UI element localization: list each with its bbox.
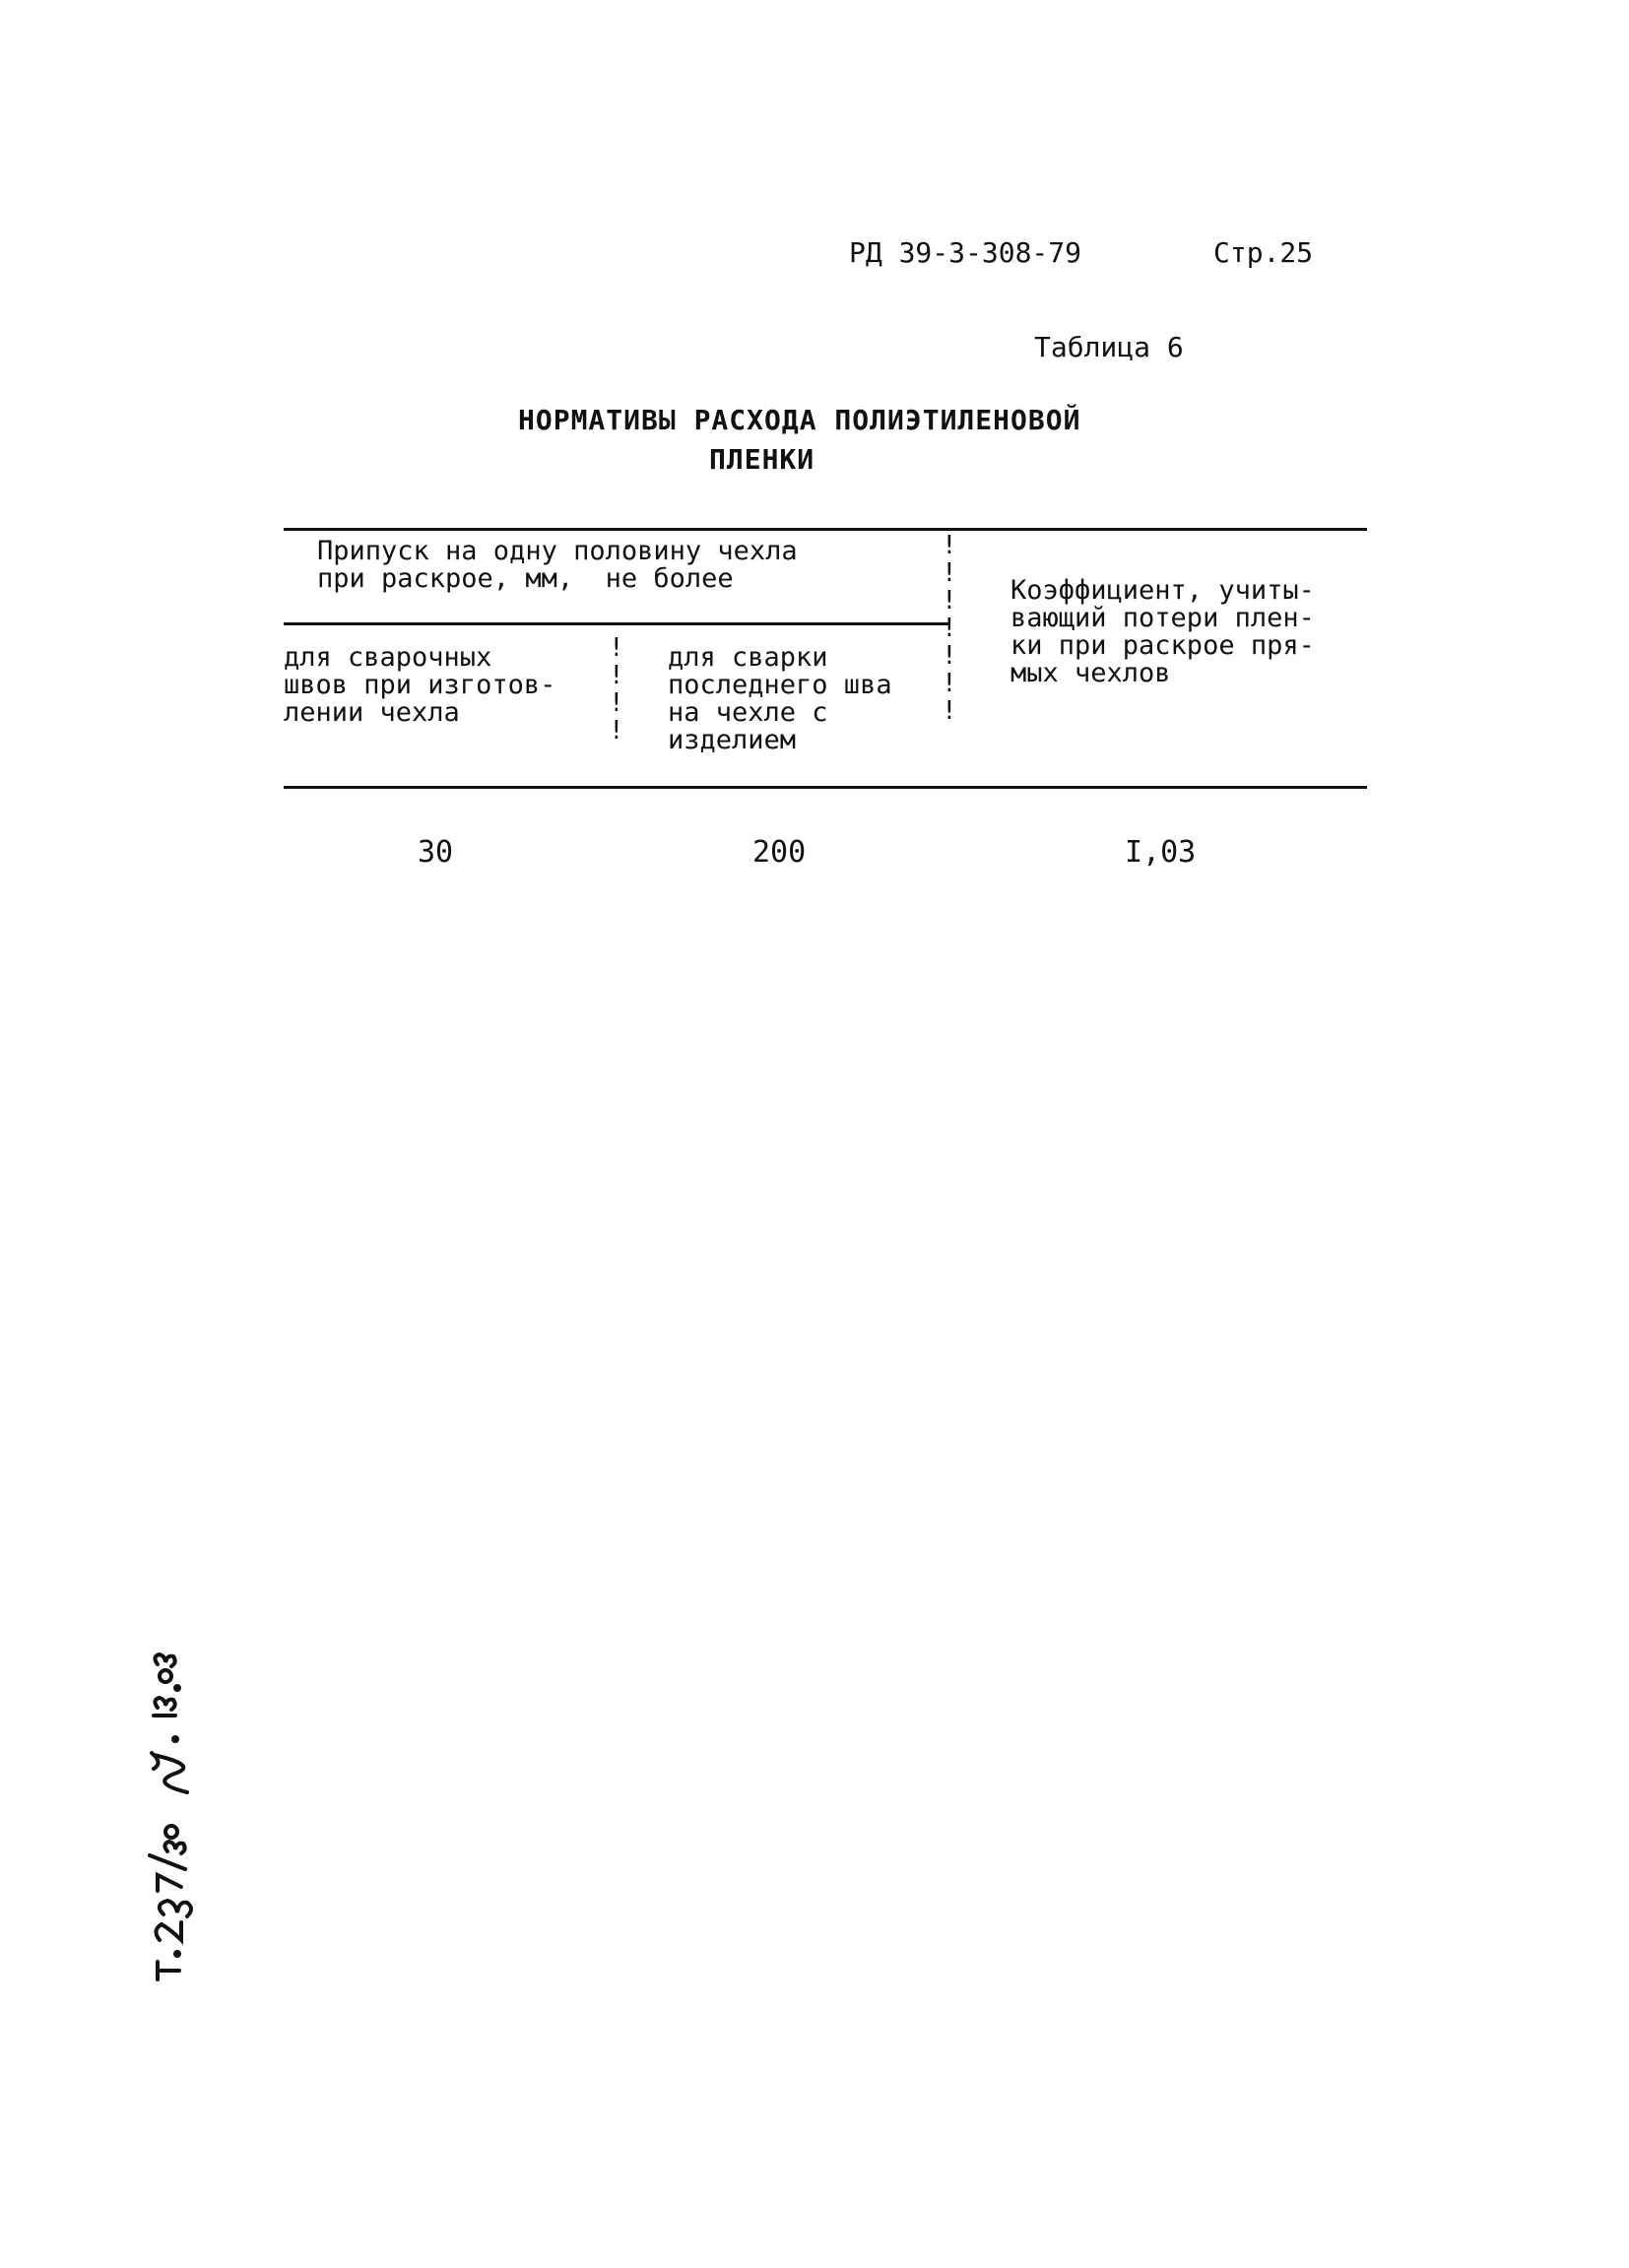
document-code: РД 39-3-308-79: [849, 236, 1082, 269]
page-number: Стр.25: [1213, 236, 1314, 269]
group-header-rule: [284, 622, 949, 625]
column-separator-2: ! ! ! ! ! ! !: [942, 531, 957, 726]
table-top-rule: [284, 528, 1367, 531]
column-header-last-seam: для сварки последнего шва на чехле с изделием: [668, 642, 892, 755]
column-separator-1: ! ! ! !: [609, 633, 624, 745]
group-header: Припуск на одну половину чехла при раскрое, мм, не более: [317, 536, 798, 594]
table-title-line1: НОРМАТИВЫ РАСХОДА ПОЛИЭТИЛЕНОВОЙ: [518, 404, 1081, 436]
table-label: Таблица 6: [1034, 331, 1184, 363]
value-welding-seams: 30: [418, 835, 454, 870]
value-loss-coefficient: I,03: [1125, 835, 1197, 870]
value-last-seam: 200: [752, 835, 807, 870]
table-title-line2: ПЛЕНКИ: [709, 443, 815, 476]
table-header-bottom-rule: [284, 786, 1367, 789]
column-header-welding-seams: для сварочных швов при изготов- лении чехла: [284, 642, 556, 728]
handwritten-margin-note: [98, 1615, 217, 1989]
column-header-loss-coefficient: Коэффициент, учиты- вающий потери плен- ки при раскрое пря- мых чехлов: [1010, 575, 1315, 688]
